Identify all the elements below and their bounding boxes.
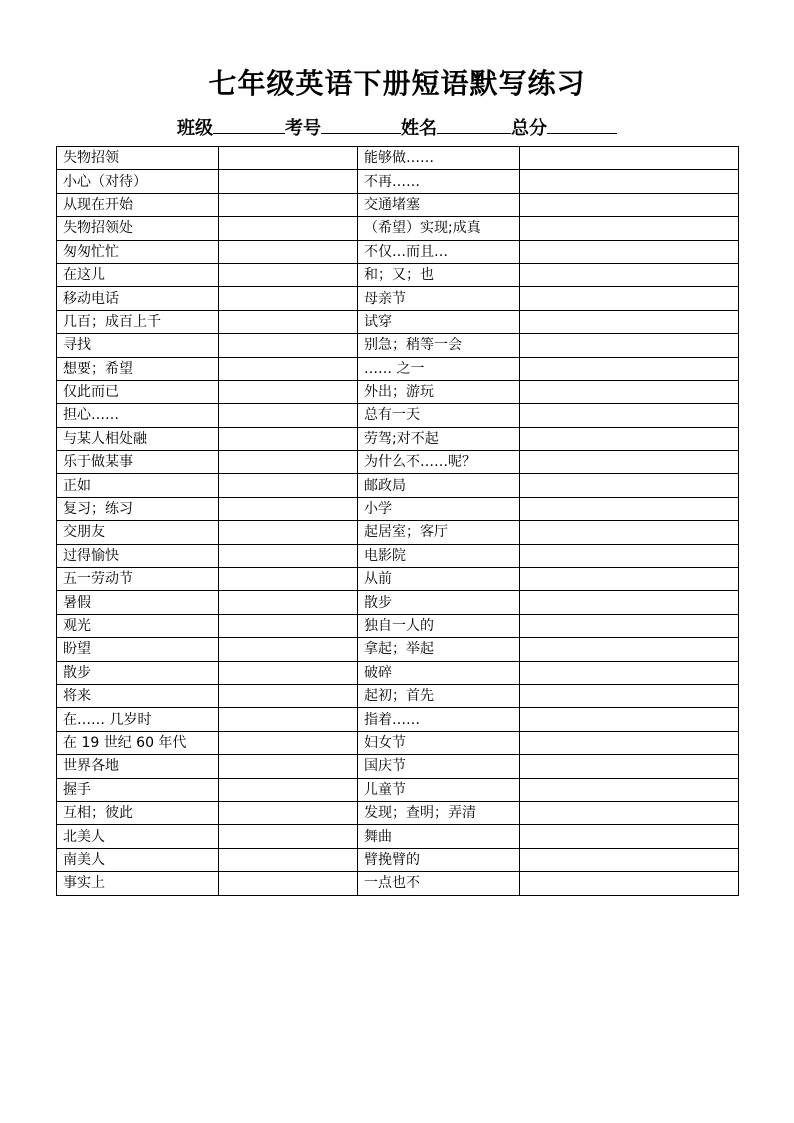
left-answer-cell[interactable] — [219, 263, 358, 286]
table-row — [57, 310, 739, 333]
right-phrase-cell: 儿童节 — [358, 778, 520, 801]
right-answer-cell[interactable] — [520, 801, 739, 824]
table-row — [57, 708, 739, 731]
left-phrase-cell: 仅此而已 — [57, 380, 219, 403]
right-phrase-cell: 为什么不……呢？ — [358, 451, 520, 474]
left-phrase-cell: 互相；彼此 — [57, 801, 219, 824]
right-phrase-cell: 和；又；也 — [358, 263, 520, 286]
table-row — [57, 240, 739, 263]
table-row — [57, 801, 739, 824]
right-answer-cell[interactable] — [520, 170, 739, 193]
left-phrase-cell: 暑假 — [57, 591, 219, 614]
right-answer-cell[interactable] — [520, 614, 739, 637]
right-answer-cell[interactable] — [520, 825, 739, 848]
right-answer-cell[interactable] — [520, 357, 739, 380]
right-phrase-cell: 总有一天 — [358, 404, 520, 427]
table-row — [57, 451, 739, 474]
left-phrase-cell: 从现在开始 — [57, 193, 219, 216]
left-phrase-cell: 小心（对待） — [57, 170, 219, 193]
right-answer-cell[interactable] — [520, 778, 739, 801]
left-phrase-cell: 观光 — [57, 614, 219, 637]
left-answer-cell[interactable] — [219, 334, 358, 357]
right-answer-cell[interactable] — [520, 731, 739, 754]
right-answer-cell[interactable] — [520, 497, 739, 520]
left-answer-cell[interactable] — [219, 568, 358, 591]
right-answer-cell[interactable] — [520, 661, 739, 684]
right-phrase-cell: 外出；游玩 — [358, 380, 520, 403]
table-row — [57, 591, 739, 614]
left-phrase-cell: 过得愉快 — [57, 544, 219, 567]
left-phrase-cell: 寻找 — [57, 334, 219, 357]
left-phrase-cell: 北美人 — [57, 825, 219, 848]
right-answer-cell[interactable] — [520, 848, 739, 871]
table-row — [57, 263, 739, 286]
left-answer-cell[interactable] — [219, 778, 358, 801]
left-phrase-cell: 失物招领处 — [57, 217, 219, 240]
score-blank[interactable] — [547, 117, 617, 134]
table-row — [57, 731, 739, 754]
right-phrase-cell: 邮政局 — [358, 474, 520, 497]
phrase-table-body — [57, 147, 739, 896]
number-blank[interactable] — [321, 117, 401, 134]
right-phrase-cell: 交通堵塞 — [358, 193, 520, 216]
left-answer-cell[interactable] — [219, 872, 358, 895]
right-phrase-cell: 起居室；客厅 — [358, 521, 520, 544]
right-phrase-cell: 母亲节 — [358, 287, 520, 310]
table-row — [57, 357, 739, 380]
right-phrase-cell: 独自一人的 — [358, 614, 520, 637]
left-answer-cell[interactable] — [219, 427, 358, 450]
left-answer-cell[interactable] — [219, 497, 358, 520]
right-phrase-cell: 不仅…而且… — [358, 240, 520, 263]
left-answer-cell[interactable] — [219, 591, 358, 614]
right-phrase-cell: 起初；首先 — [358, 684, 520, 707]
table-row — [57, 404, 739, 427]
left-phrase-cell: 南美人 — [57, 848, 219, 871]
right-phrase-cell: 能够做…… — [358, 147, 520, 170]
right-answer-cell[interactable] — [520, 591, 739, 614]
left-answer-cell[interactable] — [219, 684, 358, 707]
left-phrase-cell: 握手 — [57, 778, 219, 801]
left-answer-cell[interactable] — [219, 474, 358, 497]
right-answer-cell[interactable] — [520, 147, 739, 170]
right-answer-cell[interactable] — [520, 193, 739, 216]
right-phrase-cell: 劳驾;对不起 — [358, 427, 520, 450]
left-answer-cell[interactable] — [219, 287, 358, 310]
left-phrase-cell: 事实上 — [57, 872, 219, 895]
right-phrase-cell: 指着…… — [358, 708, 520, 731]
left-phrase-cell: 与某人相处融 — [57, 427, 219, 450]
left-phrase-cell: 移动电话 — [57, 287, 219, 310]
left-phrase-cell: 将来 — [57, 684, 219, 707]
table-row — [57, 521, 739, 544]
right-answer-cell[interactable] — [520, 240, 739, 263]
table-row — [57, 380, 739, 403]
left-phrase-cell: 几百；成百上千 — [57, 310, 219, 333]
table-row — [57, 147, 739, 170]
right-answer-cell[interactable] — [520, 334, 739, 357]
right-phrase-cell: 不再…… — [358, 170, 520, 193]
table-row — [57, 544, 739, 567]
left-phrase-cell: 担心…… — [57, 404, 219, 427]
right-answer-cell[interactable] — [520, 568, 739, 591]
right-answer-cell[interactable] — [520, 263, 739, 286]
right-answer-cell[interactable] — [520, 451, 739, 474]
name-blank[interactable] — [437, 117, 511, 134]
left-answer-cell[interactable] — [219, 848, 358, 871]
number-label: 考号 — [285, 118, 321, 139]
table-row — [57, 287, 739, 310]
table-row — [57, 568, 739, 591]
left-answer-cell[interactable] — [219, 661, 358, 684]
student-info-line — [0, 114, 794, 140]
table-row — [57, 427, 739, 450]
left-answer-cell[interactable] — [219, 521, 358, 544]
right-phrase-cell: 散步 — [358, 591, 520, 614]
right-answer-cell[interactable] — [520, 404, 739, 427]
left-answer-cell[interactable] — [219, 451, 358, 474]
left-answer-cell[interactable] — [219, 755, 358, 778]
table-row — [57, 170, 739, 193]
left-answer-cell[interactable] — [219, 170, 358, 193]
left-answer-cell[interactable] — [219, 731, 358, 754]
right-answer-cell[interactable] — [520, 217, 739, 240]
table-row — [57, 684, 739, 707]
right-answer-cell[interactable] — [520, 755, 739, 778]
right-phrase-cell: 电影院 — [358, 544, 520, 567]
left-answer-cell[interactable] — [219, 825, 358, 848]
class-label: 班级 — [177, 118, 213, 139]
left-phrase-cell: 世界各地 — [57, 755, 219, 778]
left-answer-cell[interactable] — [219, 310, 358, 333]
right-phrase-cell: 臂挽臂的 — [358, 848, 520, 871]
left-phrase-cell: 正如 — [57, 474, 219, 497]
right-phrase-cell: （希望）实现;成真 — [358, 217, 520, 240]
right-phrase-cell: 从前 — [358, 568, 520, 591]
right-phrase-cell: 小学 — [358, 497, 520, 520]
right-answer-cell[interactable] — [520, 684, 739, 707]
left-phrase-cell: 五一劳动节 — [57, 568, 219, 591]
right-phrase-cell: 一点也不 — [358, 872, 520, 895]
left-phrase-cell: 交朋友 — [57, 521, 219, 544]
left-phrase-cell: 盼望 — [57, 638, 219, 661]
left-phrase-cell: 匆匆忙忙 — [57, 240, 219, 263]
table-row — [57, 848, 739, 871]
score-label: 总分 — [511, 118, 547, 139]
left-answer-cell[interactable] — [219, 193, 358, 216]
table-row — [57, 825, 739, 848]
right-answer-cell[interactable] — [520, 872, 739, 895]
right-phrase-cell: 发现；查明；弄清 — [358, 801, 520, 824]
left-answer-cell[interactable] — [219, 801, 358, 824]
right-phrase-cell: 试穿 — [358, 310, 520, 333]
right-phrase-cell: 别急；稍等一会 — [358, 334, 520, 357]
right-answer-cell[interactable] — [520, 310, 739, 333]
table-row — [57, 614, 739, 637]
right-answer-cell[interactable] — [520, 521, 739, 544]
phrase-table — [56, 146, 739, 896]
right-answer-cell[interactable] — [520, 638, 739, 661]
right-answer-cell[interactable] — [520, 474, 739, 497]
right-phrase-cell: 拿起；举起 — [358, 638, 520, 661]
left-phrase-cell: 在…… 几岁时 — [57, 708, 219, 731]
left-phrase-cell: 散步 — [57, 661, 219, 684]
left-answer-cell[interactable] — [219, 404, 358, 427]
table-row — [57, 334, 739, 357]
left-answer-cell[interactable] — [219, 147, 358, 170]
right-phrase-cell: 破碎 — [358, 661, 520, 684]
table-row — [57, 755, 739, 778]
table-row — [57, 474, 739, 497]
right-answer-cell[interactable] — [520, 380, 739, 403]
table-row — [57, 193, 739, 216]
page-title: 七年级英语下册短语默写练习 — [208, 67, 586, 100]
table-row — [57, 872, 739, 895]
left-answer-cell[interactable] — [219, 357, 358, 380]
right-phrase-cell: 国庆节 — [358, 755, 520, 778]
left-phrase-cell: 在 19 世纪 60 年代 — [57, 731, 219, 754]
left-phrase-cell: 失物招领 — [57, 147, 219, 170]
class-blank[interactable] — [213, 117, 285, 134]
left-answer-cell[interactable] — [219, 544, 358, 567]
right-phrase-cell: 舞曲 — [358, 825, 520, 848]
right-answer-cell[interactable] — [520, 287, 739, 310]
left-phrase-cell: 想要；希望 — [57, 357, 219, 380]
right-answer-cell[interactable] — [520, 544, 739, 567]
table-row — [57, 497, 739, 520]
left-answer-cell[interactable] — [219, 638, 358, 661]
left-phrase-cell: 复习；练习 — [57, 497, 219, 520]
table-row — [57, 638, 739, 661]
right-answer-cell[interactable] — [520, 427, 739, 450]
left-answer-cell[interactable] — [219, 217, 358, 240]
right-phrase-cell: …… 之一 — [358, 357, 520, 380]
table-row — [57, 661, 739, 684]
table-row — [57, 778, 739, 801]
left-answer-cell[interactable] — [219, 614, 358, 637]
right-answer-cell[interactable] — [520, 708, 739, 731]
left-phrase-cell: 在这儿 — [57, 263, 219, 286]
table-row — [57, 217, 739, 240]
left-answer-cell[interactable] — [219, 380, 358, 403]
left-answer-cell[interactable] — [219, 708, 358, 731]
left-phrase-cell: 乐于做某事 — [57, 451, 219, 474]
left-answer-cell[interactable] — [219, 240, 358, 263]
name-label: 姓名 — [401, 118, 437, 139]
right-phrase-cell: 妇女节 — [358, 731, 520, 754]
